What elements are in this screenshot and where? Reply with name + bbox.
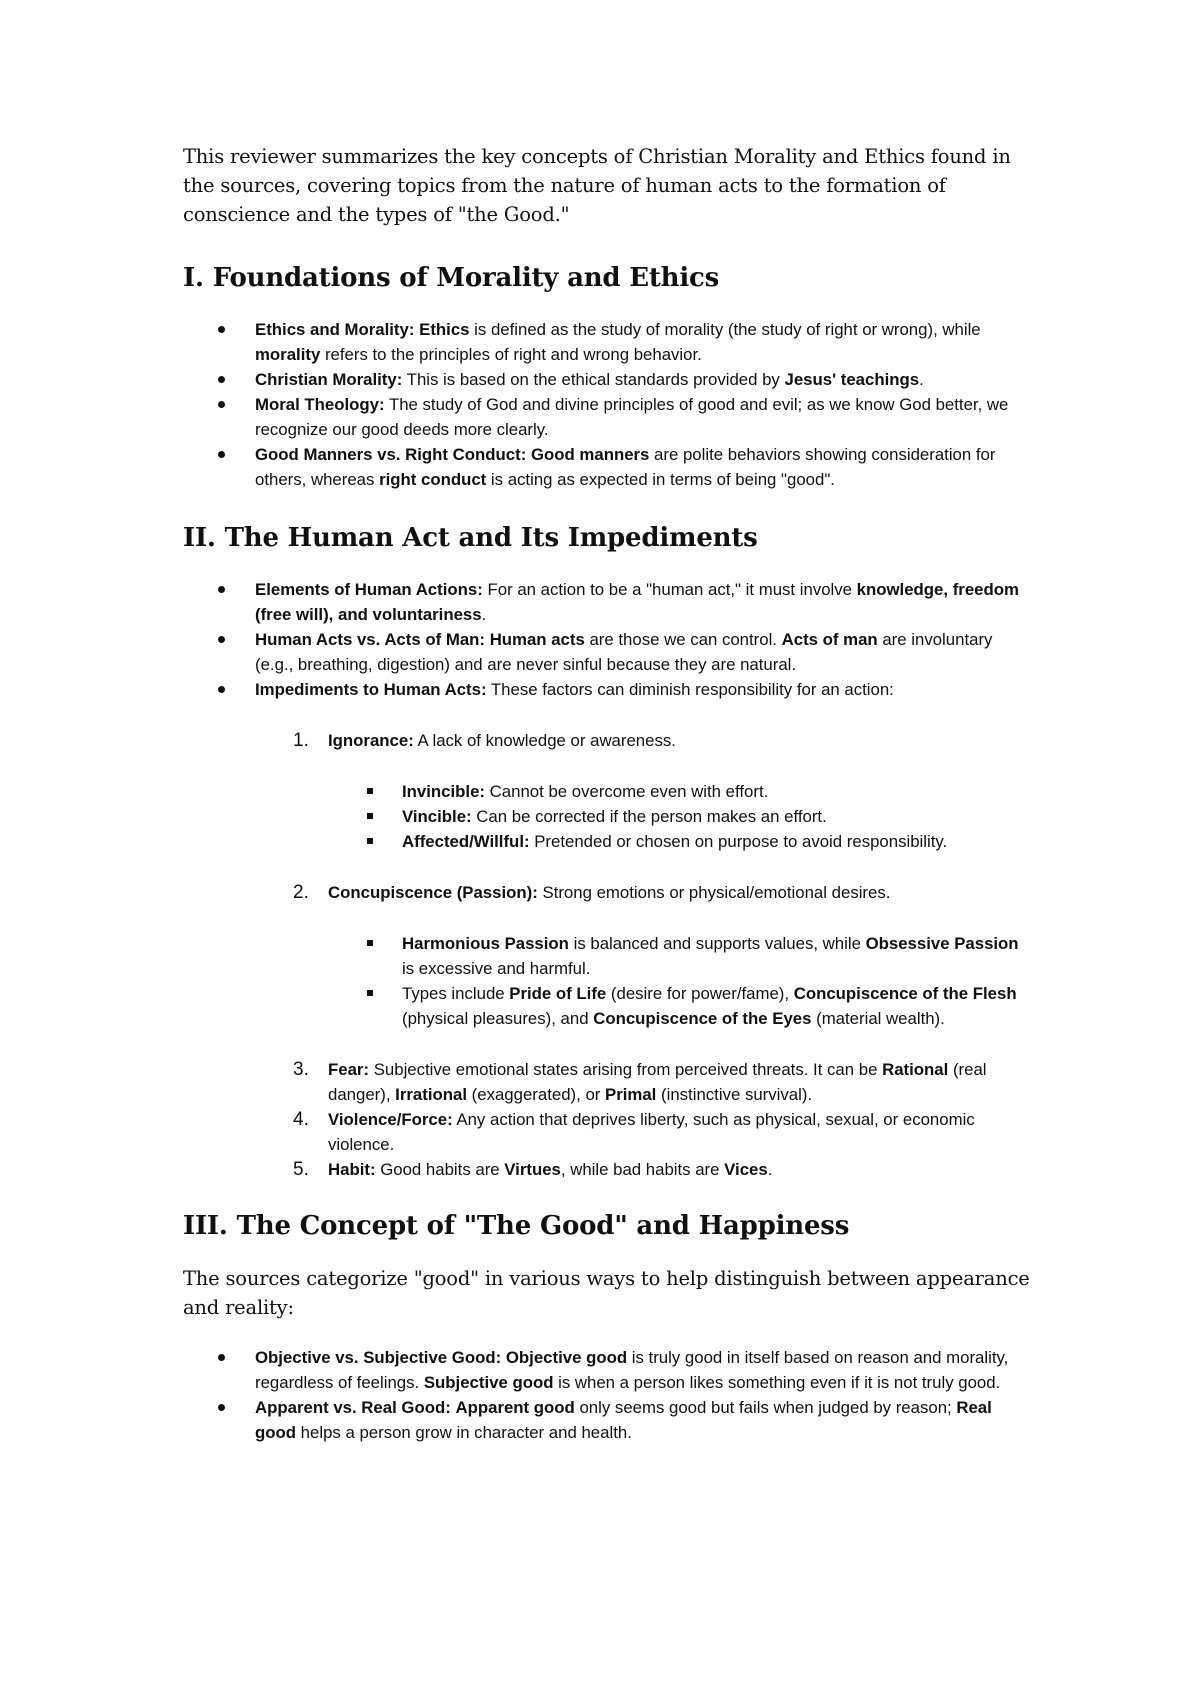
impediment-item bbox=[293, 728, 1033, 753]
bold-phrase: Jesus' teachings bbox=[784, 370, 920, 389]
list-item bbox=[255, 367, 1033, 392]
sub-item-term: Harmonious Passion bbox=[402, 934, 569, 953]
list-item bbox=[255, 1395, 1033, 1445]
impediment-item bbox=[293, 1157, 1033, 1182]
bold-phrase: Apparent good bbox=[455, 1398, 575, 1417]
impediment-text: Subjective emotional states arising from perceived threats. It can be Rational (real danger), Irrational (exaggerated), or Primal (instinctive survival). bbox=[328, 1060, 987, 1104]
list-item-text: These factors can diminish responsibility for an action: bbox=[486, 680, 894, 699]
bold-phrase: Good manners bbox=[530, 445, 650, 464]
bold-phrase: Primal bbox=[605, 1085, 657, 1104]
impediments-list bbox=[183, 728, 1033, 753]
bold-phrase: Human acts bbox=[489, 630, 585, 649]
sub-item bbox=[402, 804, 1033, 829]
impediment-term: Habit: bbox=[328, 1160, 376, 1179]
sub-item-text: Pretended or chosen on purpose to avoid responsibility. bbox=[529, 832, 948, 851]
impediments-list bbox=[183, 1057, 1033, 1182]
list-item-text: Objective good is truly good in itself based on reason and morality, regardless of feelings. Subjective good is when a person likes something even if it is not truly good. bbox=[255, 1348, 1009, 1392]
impediment-term: Concupiscence (Passion): bbox=[328, 883, 538, 902]
bold-phrase: Irrational bbox=[395, 1085, 467, 1104]
list-item-text: For an action to be a "human act," it must involve knowledge, freedom (free will), and voluntariness. bbox=[255, 580, 1019, 624]
list-item-term: Christian Morality: bbox=[255, 370, 403, 389]
list-item-term: Objective vs. Subjective Good: bbox=[255, 1348, 502, 1367]
sub-item-term: Affected/Willful: bbox=[402, 832, 530, 851]
bold-phrase: Vices bbox=[724, 1160, 768, 1179]
impediment-text: Good habits are Virtues, while bad habits are Vices. bbox=[375, 1160, 773, 1179]
section-3-intro: The sources categorize "good" in various ways to help distinguish between appearance and reality: bbox=[183, 1267, 1030, 1319]
section-3-heading: III. The Concept of "The Good" and Happiness bbox=[183, 1211, 850, 1241]
section-1-heading: I. Foundations of Morality and Ethics bbox=[183, 263, 720, 293]
list-item bbox=[255, 1345, 1033, 1395]
list-item bbox=[255, 577, 1033, 627]
bold-phrase: morality bbox=[255, 345, 321, 364]
impediment-item bbox=[293, 880, 1033, 905]
bold-phrase: Concupiscence of the Eyes bbox=[593, 1009, 812, 1028]
sub-item-text: Cannot be overcome even with effort. bbox=[485, 782, 769, 801]
list-item bbox=[255, 442, 1033, 492]
bold-phrase: Real good bbox=[255, 1398, 992, 1442]
sub-item bbox=[402, 779, 1033, 804]
list-item-term: Impediments to Human Acts: bbox=[255, 680, 487, 699]
list-item-term: Ethics and Morality: bbox=[255, 320, 415, 339]
list-item-term: Apparent vs. Real Good: bbox=[255, 1398, 451, 1417]
impediment-item bbox=[293, 1057, 1033, 1107]
sub-item-term: Vincible: bbox=[402, 807, 472, 826]
impediment-text: A lack of knowledge or awareness. bbox=[413, 731, 676, 750]
list-item bbox=[255, 317, 1033, 367]
ignorance-sublist bbox=[183, 779, 1033, 854]
list-item-text: Good manners are polite behaviors showing consideration for others, whereas right conduct is acting as expected in terms of being "good". bbox=[255, 445, 996, 489]
section-1-list bbox=[183, 317, 1033, 492]
list-item bbox=[255, 627, 1033, 677]
document-page bbox=[183, 142, 1033, 1445]
list-item-text: Human acts are those we can control. Acts of man are involuntary (e.g., breathing, digestion) and are never sinful because they are natural. bbox=[255, 630, 993, 674]
impediment-item bbox=[293, 1107, 1033, 1157]
sub-item-text: is balanced and supports values, while Obsessive Passion is excessive and harmful. bbox=[402, 934, 1019, 978]
impediment-term: Ignorance: bbox=[328, 731, 414, 750]
bold-phrase: Subjective good bbox=[423, 1373, 554, 1392]
bold-phrase: Acts of man bbox=[781, 630, 878, 649]
list-number: 4. bbox=[293, 1109, 309, 1130]
impediment-term: Violence/Force: bbox=[328, 1110, 453, 1129]
bold-phrase: Objective good bbox=[505, 1348, 628, 1367]
list-item bbox=[255, 677, 1033, 702]
list-item-term: Moral Theology: bbox=[255, 395, 385, 414]
list-number: 5. bbox=[293, 1159, 309, 1180]
sub-item bbox=[402, 931, 1033, 981]
impediment-text: Any action that deprives liberty, such as physical, sexual, or economic violence. bbox=[328, 1110, 975, 1154]
bold-phrase: Ethics bbox=[419, 320, 470, 339]
impediment-term: Fear: bbox=[328, 1060, 370, 1079]
bold-phrase: Pride of Life bbox=[509, 984, 607, 1003]
bold-phrase: Rational bbox=[882, 1060, 949, 1079]
list-item-text: Ethics is defined as the study of morality (the study of right or wrong), while morality refers to the principles of right and wrong behavior. bbox=[255, 320, 981, 364]
list-item-term: Human Acts vs. Acts of Man: bbox=[255, 630, 486, 649]
sub-item bbox=[402, 829, 1033, 854]
list-number: 2. bbox=[293, 882, 309, 903]
section-2-heading: II. The Human Act and Its Impediments bbox=[183, 523, 758, 553]
list-item-text: This is based on the ethical standards provided by Jesus' teachings. bbox=[402, 370, 924, 389]
list-item bbox=[255, 392, 1033, 442]
list-number: 1. bbox=[293, 730, 309, 751]
list-item-term: Good Manners vs. Right Conduct: bbox=[255, 445, 527, 464]
list-item-term: Elements of Human Actions: bbox=[255, 580, 483, 599]
sub-item-text: Can be corrected if the person makes an effort. bbox=[471, 807, 827, 826]
section-2-list bbox=[183, 577, 1033, 702]
list-number: 3. bbox=[293, 1059, 309, 1080]
concupiscence-sublist bbox=[183, 931, 1033, 1031]
bold-phrase: knowledge, freedom (free will), and voluntariness bbox=[255, 580, 1019, 624]
impediment-text: Strong emotions or physical/emotional desires. bbox=[537, 883, 891, 902]
bold-phrase: Concupiscence of the Flesh bbox=[793, 984, 1017, 1003]
sub-item bbox=[402, 981, 1033, 1031]
sub-item-text: Types include Pride of Life (desire for power/fame), Concupiscence of the Flesh (physical pleasures), and Concupiscence of the Eyes (material wealth). bbox=[402, 984, 1017, 1028]
bold-phrase: Virtues bbox=[504, 1160, 561, 1179]
bold-phrase: Obsessive Passion bbox=[865, 934, 1019, 953]
list-item-text: The study of God and divine principles of good and evil; as we know God better, we recognize our good deeds more clearly. bbox=[255, 395, 1009, 439]
sub-item-term: Invincible: bbox=[402, 782, 485, 801]
bold-phrase: right conduct bbox=[379, 470, 487, 489]
section-3-list bbox=[183, 1345, 1033, 1445]
impediments-list bbox=[183, 880, 1033, 905]
list-item-text: Apparent good only seems good but fails when judged by reason; Real good helps a person grow in character and health. bbox=[255, 1398, 992, 1442]
intro-paragraph: This reviewer summarizes the key concepts of Christian Morality and Ethics found in the sources, covering topics from the nature of human acts to the formation of conscience and the types of "the Good." bbox=[183, 145, 1011, 226]
